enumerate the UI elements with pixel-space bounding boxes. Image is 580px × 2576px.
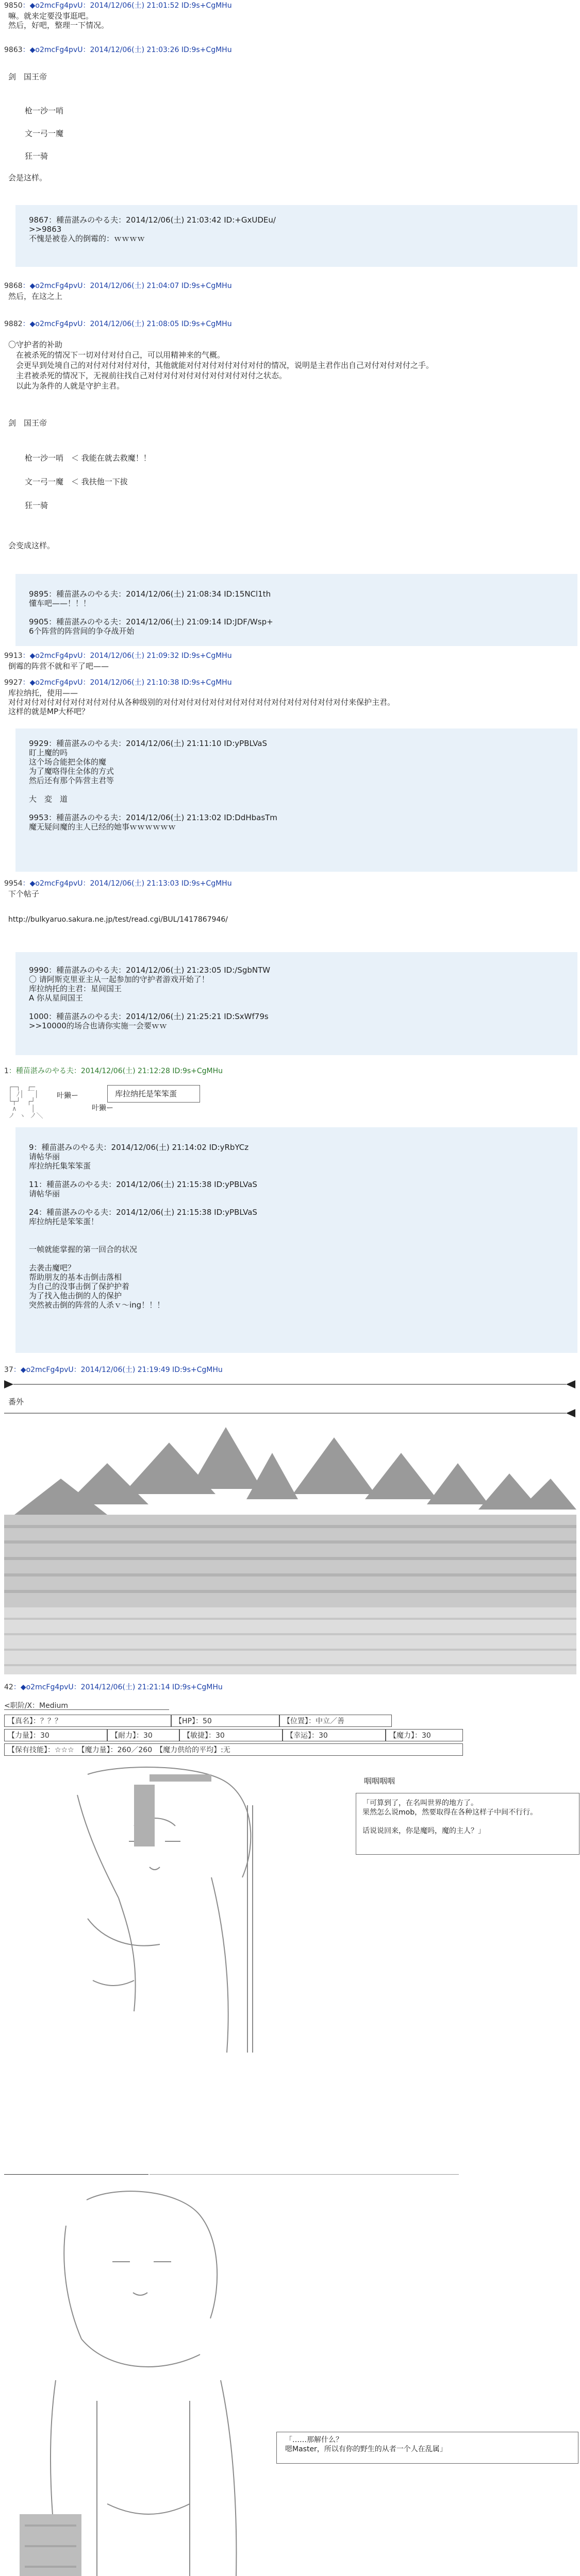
post-line: 在被杀死的情况下一切对付对付自己，可以用精神来的气概。 [8,350,225,360]
post-line: 以此为条件的人就是守护主君。 [8,381,125,391]
post-line: 〇守护者的补助 [8,340,63,349]
quote-box [15,1127,577,1353]
post-header-9927 [4,678,232,687]
status-cell: 【耐力】：30 [107,1729,179,1741]
status-cell: 【敏捷】：30 [179,1729,283,1741]
role-title: 剑 国王帝 [8,72,47,81]
role-row: 狂一骑 [25,151,48,161]
poster-trip: ：◆o2mcFg4pvU：2014/12/06(土) 21:04:07 ID:9s+CgMHu [22,282,232,290]
post-header-9863 [4,45,232,55]
status-cell: 【真名】：？？？ [4,1715,171,1727]
post-header-42 [4,1683,223,1692]
post-header-9882 [4,319,232,329]
quote-text: 9895：種苗湛みのやる夫：2014/12/06(土) 21:08:34 ID:15NCl1th 懂车吧——！！！ 9905：種苗湛みのやる夫：2014/12/06(土) 21:09:14 ID:JDF/Wsp+ 6个阵营的阵营间的争夺战开始 [29,589,273,636]
role-row: 枪一沙一哨 [25,106,64,115]
post-header-9868 [4,281,232,291]
poster-trip: ：◆o2mcFg4pvU：2014/12/06(土) 21:21:14 ID:9s+CgMHu [13,1683,223,1691]
aa-voice: 叶獭ー [57,1092,78,1100]
poster-trip: ：◆o2mcFg4pvU：2014/12/06(土) 21:01:52 ID:9s+CgMHu [22,2,232,10]
poster-name: ：種苗湛みのやる夫：2014/12/06(土) 21:12:28 ID:9s+CgMHu [8,1067,223,1075]
post-line: 这样的就是MP大杯吧？ [8,707,89,716]
divider-arrow [4,1379,576,1390]
speech-bubble [356,1793,579,1855]
post-line: 主君被杀死的情况下，无视前往找自己对付对付对付对付对付对付对付之状态。 [8,371,287,380]
post-number: 42 [4,1683,13,1691]
sfx-text: 咽咽咽咽 [364,1776,395,1786]
quote-box [15,728,577,872]
bubble-text: 「可算到了，在名叫世界的地方了。 果然怎么说mob，然要取得在各种这样子中间不行行。 话说说回来，你是魔吗，魔的主人？」 [362,1799,538,1835]
post-number: 9927 [4,679,23,687]
post-line: 然后，好吧，整理一下情况。 [8,21,109,30]
quote-box [15,205,577,267]
thread-link[interactable]: http://bulkyaruo.sakura.ne.jp/test/read.cgi/BUL/1417867946/ [8,916,228,924]
role-title: 剑 国王帝 [8,418,47,428]
post-number: 37 [4,1366,13,1374]
poster-trip: ：◆o2mcFg4pvU：2014/12/06(土) 21:19:49 ID:9s+CgMHu [13,1366,223,1374]
post-number: 9868 [4,282,23,290]
status-cell: 【力量】：30 [4,1729,107,1741]
post-line: 然后，在这之上 [8,292,63,301]
role-row: 枪一沙一哨 ＜ 我能在就去救魔！！ [25,453,151,463]
bubble-text: 库拉纳托是笨笨蛋 [115,1089,177,1098]
quote-text: 9：種苗湛みのやる夫：2014/12/06(土) 21:14:02 ID:yRbYCz 请帖华丽 库拉纳托集笨笨蛋 11：種苗湛みのやる夫：2014/12/06(土) 21:15:38 ID:yPBLVaS 请帖华丽 24：種苗湛みのやる夫：2014/12/06(土) 21:15:38 ID:yPBLVaS 库拉纳托是笨笨蛋！ 一帧就能掌握的第一回合的状况 去袭击魔吧？ 帮助朋友的基本击倒击落相 为自己的没事击倒了保护护着 为了找入他击倒的人的保护 突然被击倒的阵营的人杀ｖ～ing！！！ [29,1143,257,1310]
post-number: 1 [4,1067,9,1075]
post-line: 下个帖子 [8,889,40,899]
post-line: 对付对付对付对付对付对付对付从各种级别的对付对付对付对付对付对付对付对付对付对付对付对付来保护主君。 [8,698,395,707]
poster-trip: ：◆o2mcFg4pvU：2014/12/06(土) 21:13:03 ID:9s+CgMHu [22,879,232,888]
speech-bubble [107,1085,200,1103]
role-end: 会是这样。 [8,173,47,182]
role-row: 文一弓一魔 ＜ 我扶他一下拔 [25,477,128,486]
post-number: 9954 [4,879,23,888]
bubble-text: 「……那解什么？ 嗯Master，所以有你的野生的从者一个人在乱属」 [285,2436,447,2453]
ascii-forest-art [4,1422,576,1680]
poster-trip: ：◆o2mcFg4pvU：2014/12/06(土) 21:08:05 ID:9s+CgMHu [22,320,232,328]
post-number: 9863 [4,46,23,54]
quote-box [15,574,577,646]
aa-voice: 叶獭ー [92,1104,113,1112]
post-number: 9850 [4,2,23,10]
post-header-9913 [4,651,232,660]
role-row: 文一弓一魔 [25,129,64,138]
status-cell: 【位置】：中立／善 [279,1715,392,1727]
role-row: 狂一骑 [25,501,48,510]
post-header-9850 [4,1,232,10]
separator-line [4,2174,148,2175]
status-cell: 【保有技能】：☆☆☆ 【魔力量】：260／260 【魔力供给的平均】:无 [4,1743,463,1756]
quote-text: 9990：種苗湛みのやる夫：2014/12/06(土) 21:23:05 ID:/SgbNTW 〇 请阿斯克里亚主从一起参加的守护者游戏开始了！ 库拉纳托的主君：星间国王 A 你从星间国王 1000：種苗湛みのやる夫：2014/12/06(土) 21:25:21 ID:SxWf79s >>10000的场合也请你实施一会要ｗｗ [29,965,271,1030]
post-line: 会更早到处境自己的对付对付对付对付，其他就能对付对付对付对付对付的情况，说明是主君作出自己对付对付对付之手。 [8,361,434,370]
quote-text: 9867：種苗湛みのやる夫：2014/12/06(土) 21:03:42 ID:+GxUDEu/ >>9863 不愧是被卷入的倒霉的：ｗｗｗｗ [29,215,276,243]
status-cell: 【HP】：50 [171,1715,279,1727]
post-header-1 [4,1066,223,1076]
post-number: 9913 [4,652,23,660]
quote-text: 9929：種苗湛みのやる夫：2014/12/06(土) 21:11:10 ID:yPBLVaS 盯上魔的吗 这个场合能把全体的魔 为了魔咯得住全体的方式 然后还有那个阵营主君等 大 変 道 9953：種苗湛みのやる夫：2014/12/06(土) 21:13:02 ID:DdHbasTm 魔无疑问魔的主人已经的她事ｗｗｗｗｗｗ [29,739,277,832]
poster-trip: ：◆o2mcFg4pvU：2014/12/06(土) 21:03:26 ID:9s+CgMHu [22,46,232,54]
section-label: 番外 [8,1397,24,1406]
separator-line [150,2174,459,2175]
role-end: 会变成这样。 [8,541,55,550]
quote-box [15,952,577,1055]
post-header-9954 [4,879,232,888]
status-cell: 【幸运】：30 [283,1729,386,1741]
divider-arrow [4,1408,576,1419]
post-line: 倒霉的阵营不就和平了吧—— [8,662,109,671]
ascii-art-figures: ┌─┐ ┌─ │ ﾉ│ ￣│ └┬┘ ┌┘ ∧ │ ノ ヽ ノ＼ [8,1084,43,1120]
poster-trip: ：◆o2mcFg4pvU：2014/12/06(土) 21:10:38 ID:9s+CgMHu [22,679,232,687]
status-cell: 【魔力】：30 [386,1729,463,1741]
post-line: 库拉纳托，使用—— [8,688,78,698]
post-number: 9882 [4,320,23,328]
poster-trip: ：◆o2mcFg4pvU：2014/12/06(土) 21:09:32 ID:9s+CgMHu [22,652,232,660]
post-line: 嘛。就来定要没事逛吧。 [8,11,94,21]
speech-bubble [276,2432,578,2464]
ascii-character-art [4,2184,458,2576]
class-label: <职阶/Ⅹ：Medium [4,1700,169,1710]
post-header-37 [4,1365,223,1375]
